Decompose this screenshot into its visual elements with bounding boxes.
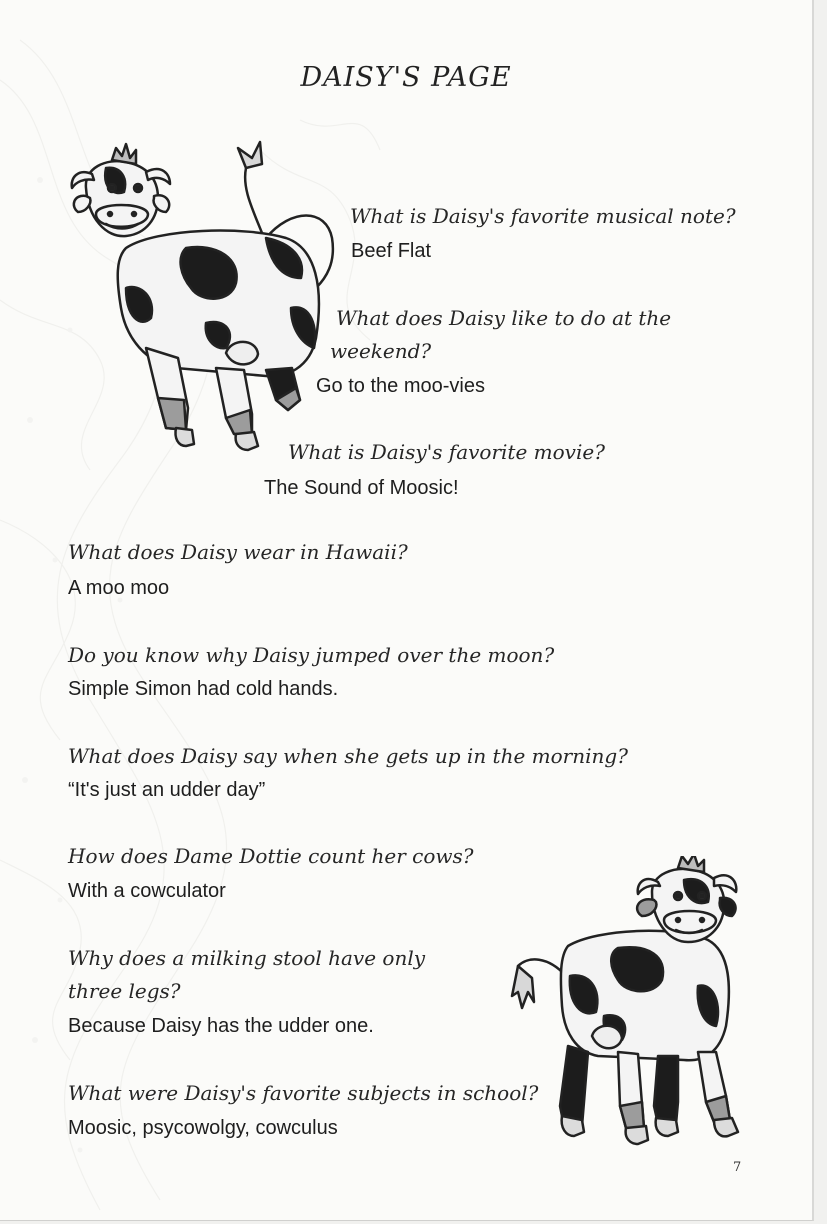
answer-text: A moo moo xyxy=(68,577,170,599)
cartoon-cow-icon xyxy=(508,856,744,1148)
question-text: Why does a milking stool have only xyxy=(68,946,426,970)
page-number: 7 xyxy=(733,1160,742,1175)
question-text: What does Daisy wear in Hawaii? xyxy=(68,540,408,564)
question-text: What does Daisy say when she gets up in the morning? xyxy=(68,744,628,768)
question-text: What were Daisy's favorite subjects in school? xyxy=(68,1081,539,1105)
cartoon-cow-icon xyxy=(66,138,338,454)
question-text: Do you know why Daisy jumped over the moon? xyxy=(68,643,555,667)
question-text: What is Daisy's favorite movie? xyxy=(288,440,605,464)
answer-text: Beef Flat xyxy=(351,240,432,262)
answer-text: Simple Simon had cold hands. xyxy=(68,678,339,700)
question-text: weekend? xyxy=(330,339,432,363)
question-text: What is Daisy's favorite musical note? xyxy=(350,204,736,228)
question-text: three legs? xyxy=(68,979,181,1003)
answer-text: The Sound of Moosic! xyxy=(264,477,459,499)
answer-text: With a cowculator xyxy=(68,880,226,902)
answer-text: “It's just an udder day” xyxy=(68,779,266,801)
answer-text: Go to the moo-vies xyxy=(316,375,485,397)
page-title: DAISY'S PAGE xyxy=(300,62,512,93)
question-text: How does Dame Dottie count her cows? xyxy=(68,844,474,868)
question-text: What does Daisy like to do at the xyxy=(336,306,672,330)
answer-text: Moosic, psycowolgy, cowculus xyxy=(68,1117,338,1139)
answer-text: Because Daisy has the udder one. xyxy=(68,1015,374,1037)
